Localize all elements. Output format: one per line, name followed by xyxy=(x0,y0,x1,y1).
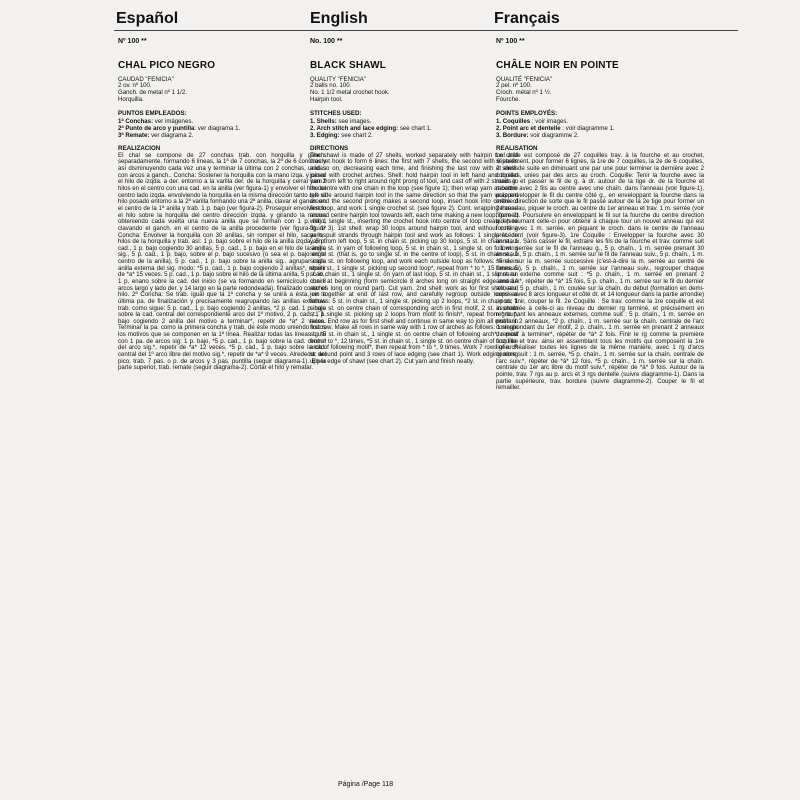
stitch-name: 3. Edging: xyxy=(310,132,340,140)
header-divider xyxy=(114,30,738,31)
material-item: QUALITÉ "FENICIA" xyxy=(496,75,553,83)
material-item: 2 pel. nº 100. xyxy=(496,82,532,90)
stitch-item xyxy=(118,132,326,139)
column-spanish xyxy=(118,38,326,372)
stitch-name: 2. Point arc et dentelle xyxy=(496,125,561,133)
stitches-heading: STITCHES USED: xyxy=(310,110,362,118)
material-item: CAUDAD "FENICIA" xyxy=(118,75,174,83)
material-item: 2 ov. nº 100. xyxy=(118,82,152,90)
column-english xyxy=(310,38,518,365)
stitch-name: 1. Coquilles xyxy=(496,118,531,126)
stitch-desc: see chart 2. xyxy=(339,132,373,140)
stitch-item xyxy=(310,125,518,132)
pattern-title: BLACK SHAWL xyxy=(310,59,387,71)
stitch-desc: : voir images. xyxy=(530,118,569,126)
stitch-desc: voir diagramme 2. xyxy=(528,132,579,140)
stitches-list xyxy=(118,118,326,139)
material-item: Hairpin tool. xyxy=(310,95,343,103)
stitch-desc: ver diagrama 2. xyxy=(149,132,194,140)
stitch-desc: : ver diagrama 1. xyxy=(194,125,241,133)
header-french: Français xyxy=(494,10,560,27)
stitch-item xyxy=(310,118,518,125)
stitches-list xyxy=(310,118,518,139)
material-item: Fourche. xyxy=(496,95,521,103)
materials-list xyxy=(118,77,326,104)
stitch-item xyxy=(496,125,704,132)
stitch-name: 2. Arch stitch and lace edging: xyxy=(310,125,399,133)
stitches-heading: POINTS EMPLOYÉS: xyxy=(496,110,558,118)
pattern-number: Nº 100 ** xyxy=(496,38,525,45)
section-heading: DIRECTIONS xyxy=(310,145,349,153)
materials-list xyxy=(496,77,704,104)
section-heading: REALISATION xyxy=(496,145,538,153)
stitch-desc: ver imágenes. xyxy=(153,118,194,126)
stitches-list xyxy=(496,118,704,139)
stitch-desc: : voir diagramme 1. xyxy=(560,125,615,133)
stitch-name: 1. Shells: xyxy=(310,118,337,126)
material-item: Croch. métal nº 1 ½. xyxy=(496,88,552,96)
stitch-desc: see images. xyxy=(336,118,372,126)
stitches-heading: PUNTOS EMPLEADOS: xyxy=(118,110,187,118)
materials-list xyxy=(310,77,518,104)
stitch-name: 1ª Conchas: xyxy=(118,118,154,126)
stitch-name: 3. Bordure: xyxy=(496,132,529,140)
stitch-name: 2ª Punto de arco y puntilla xyxy=(118,125,195,133)
instructions-text: El chal se compone de 27 conchas trab. con horquilla y ganch. separadamente, formando 6 líneas, la 1ª de 7 conchas, la 2ª de 6 conchas y así disminuyendo cada vez una y terminar la última con 2 conchas, unidas con arcos a ganch.. Concha: Sostener la horquilla con la mano izqa. y pasar el hilo de izqda. a der. entorno a la varilla der. de la horquilla y cerrar con 2 hilos en el centro con una cad. en la anilla (ver figura-1) y envolver el hilo del centro lado izqda. envolviendo la horquilla en la misma dirección tanto que el hilo posado entorno a la 2ª varilla formando una 2ª anilla, clavar el ganch. en el centro de la 1ª anilla y trab. 1 p. bajo (ver figura-2). Proseguir envolviendo el hilo sobre la horquilla del centro dirección izqda. y girando la misma obteniendo cada vuelta una nueva anilla que se forman con 1 p. bajo, clavando el ganch. en el centro de la anilla procedente (ver figura-3). 1ª Concha: Envolver la horquilla con 30 anillas, sin romper el hilo, sacar los hilos de la horquilla y trab. así: 1 p. bajo sobre el hilo de la anilla izqda., 5 p. cad., 1 p. bajo cogiendo 30 anillas, 5 p. cad., 1 p. bajo en el hilo de la anilla sig., 5 p. cad., 1 p. bajo, sobre el p. bajo sucesivo (o sea el p. bajo en el centro de la anilla), 5 p. cad., 1 p. bajo sobre la anilla sig.. agrupar cada anilla externa del sig. modo: *5 p. cad., 1 p. bajo cogiendo 2 anillas*, repetir de *a* 15 veces. 5 p. cad., 1 p. bajo sobre el hilo de la última anilla, 5 p. cad., 1 p. enano sobre la cad. del inicio (se va formando en semicírculo con 8 arcos largo y lado der. y 14 largo en la parte redondeada). finalizado cortar el hilo. 2ª Concha: Se trab. igual que la 1ª concha y se unirá a ésta, en la última pa. de finalización y precisamente reagrupando las anillas externas trab. como sigue: 5 p. cad., 1 p. bajo cogiendo 2 anillas, *2 p. cad. 1 p. bajo sobre la cad. central del correspondiente arco del 1º motivo, 2 p. cad., 1 p. bajo cogiendo 2 anilla del motivo a terminar*, repetir de *a* 2 veces. Terminar la pa. como la primera concha y trab. de éste modo uniendo todos los motivos que se componen en la 1ª línea. Realizar todas las líneas igual con 1 pa. de arcos sig: 1 p. bajo, *5 p. cad., 1 p. bajo sobre la cad. central del arco sig.*, repetir de *a* 12 veces. *5 p. cad., 1 p. bajo sobre la cad. central del 1º arco libre del motivo sig.*, repetir de *a* 9 veces. Alrededor del pico, trab. 7 pas. o p. de arcos y 3 pas. puntilla (seguir diagrama-1). En la parte superior, trab. remate (seguir diagrama-2). Cortar el hilo y rematar. xyxy=(118,151,326,372)
pattern-title: CHAL PICO NEGRO xyxy=(118,59,216,71)
stitch-desc: see chart 1. xyxy=(398,125,432,133)
material-item: Horquilla. xyxy=(118,95,144,103)
material-item: QUALITY "FENICIA" xyxy=(310,75,367,83)
stitch-item xyxy=(118,125,326,132)
stitch-name: 3ª Remate: xyxy=(118,132,150,140)
column-french xyxy=(496,38,704,392)
material-item: No. 1 1/2 metal crochet hook. xyxy=(310,88,390,96)
pattern-number: No. 100 ** xyxy=(310,38,343,45)
pattern-number: Nº 100 ** xyxy=(118,38,147,45)
material-item: 2 balls no. 100. xyxy=(310,82,352,90)
pattern-title: CHÂLE NOIR EN POINTE xyxy=(496,59,619,71)
section-heading: REALIZACION xyxy=(118,145,161,153)
stitch-item xyxy=(496,132,704,139)
instructions-text: The shawl is made of 27 shells, worked separately with hairpin tool and crochet hook to form 6 lines: the first with 7 shells, the second with 6 shells and so on, decreasing each time, and finishing the last row with 2 shells joined with crochet arches. Shell: hold hairpin tool in left hand and thread yarn from left to right around right prong of tool, and cast off with 2 strands in the centre with one chain in the loop (see figure 1); then wrap yarn at centre left side around hairpin tool in the same direction so that the yarn wrapped around the second prong makes a second loop, insert hook into centre of first loop, and work 1 single crochet st. (see figure 2). Cont. wrapping thread around centre hairpin tool towards left, each time making a new loop, formed with 1 single st., inserting the crochet hook into centre of loop created (see figure 3). 1st shell: wrap 30 loops around hairpin tool, and without cutting yarn, pull strands through hairpin tool and work as follows: 1 single st. on yarn from left loop, 5 st. in chain st. picking up 30 loops, 5 st. in chain st., 1 single st. in yarn of following loop, 5 st. in chain st., 1 single st. on following single st. (that is, go to single st. in the centre of loop), 5 st. in chain st., 1 single st. on following loop, and work each outside loop as follows: *5 st. in chain st., 1 single st. picking up second loop*, repeat from * to *, 15 times, 5 st. in chain st., 1 single st. on yarn of last loop, 5 st. in chain st., 1 slip st. on chain at beginning (form semicircle 8 arches long on straight edge and 14 arches long on round part). Cut yarn. 2nd shell: work as for first shell, and join together at end of last row, and carefully regroup outside loops as follows: 5 st. in chain st., 1 single st. picking up 2 loops, *2 st. in chain st., 1 single st. on centre chain of corresponding arch in first motif, 2 st. in chain st., 1 single st. picking up 2 loops from motif to finish*, repeat from * to *, twice. End row as for first shell and continue in same way to join all motifs in first row. Make all rows in same way with 1 row of arches as follows: 1 single st., *5 st. in chain st., 1 single st. on centre chain of following arch*, repeat from * to *, 12 times, *5 st. in chain st., 1 single st. on centre chain of first free arch of following motif*, then repeat from * to *, 9 times. Work 7 rows of arch st. around point and 3 rows of lace edging (see chart 1). Work edging along upper edge of shawl (see chart 2). Cut yarn and finish neatly. xyxy=(310,151,518,365)
stitch-item xyxy=(310,132,518,139)
stitch-item xyxy=(118,118,326,125)
page-footer: Página /Page 118 xyxy=(338,781,394,788)
material-item: Ganch. de metal nº 1 1/2. xyxy=(118,88,187,96)
stitch-item xyxy=(496,118,704,125)
header-spanish: Español xyxy=(116,10,179,27)
header-english: English xyxy=(310,10,368,27)
instructions-text: Le châle est composé de 27 coquilles trav. à la fourche et au crochet, séparément, pour former 6 lignes, la 1re de 7 coquilles, la 2e de 6 coquilles, et ainsi de suite en diminuant une par une pour terminer la dernière avec 2 coquilles, unies par des arcs au croch. Coquille: Tenir la fourche avec la main g. et passer le fil de g. à dr. autour de la tige dr. de la fourche et rabattre avec 2 fils au centre avec une chaîn. dans l'anneau (voir figure-1), puis envelopper le fil du centre côté g., en enveloppant la fourche dans la même direction de sorte que le fil passé autour de la 2e tige pour former un 2e anneau, piquer le croch. au centre du 1er anneau et trav. 1 m. serrée (voir figure-2). Poursuivre en enveloppant le fil sur la fourche du centre direction g. en tournant celle-ci pour obtenir à chaque tour un nouvel anneau qui est formé avec 1 m. serrée, en piquant le croch. dans le centre de l'anneau précédent (voir figure-3). 1re Coquille : Envelopper la fourche avec 30 anneaux. Sans casser le fil, extraire les fils de la fourche et trav. comme suit : 1 m. serrée sur le fil de l'anneau g., 5 p. chaîn., 1 m. serrée prenant 30 anneaux, 5 p. chaîn., 1 m. serrée sur le fil de l'anneau suiv., 5 p. chaîn., 1 m. serrée sur la m. serrée successive (c'est-à-dire la m. serrée au centre de l'anneau), 5 p. chaîn., 1 m. serrée sur l'anneau suiv., regrouper chaque anneau externe comme suit : *5 p. chaîn., 1 m. serrée en prenant 2 anneaux*, répéter de *à* 15 fois, 5 p. chaîn., 1 m. serrée sur le fil du dernier anneau, 5 p. chaîn., 1 m. coulée sur la chaîn. du début (formation en demi-cercle avec 8 arcs longueur et côté dr. et 14 longueur dans la partie arrondie) ; pour finir, couper le fil. 2e Coquille : Se trav. comme la 1re coquille et est assemblée à celle-ci au niveau du dernier rg terminé, et précisément en regroupant les anneaux externes, comme suit : 5 p. chaîn., 1 m. serrée en prenant 2 anneaux, *2 p. chaîn., 1 m. serrée sur la chaîn. centrale de l'arc correspondant du 1er motif, 2 p. chaîn., 1 m. serrée en prenant 2 anneaux du motif à terminer*, répéter de *à* 2 fois. Finir le rg comme la première coquille et trav. ainsi en assemblant tous les motifs qui composent la 1re ligne. Réaliser toutes les lignes de la même manière, avec 1 rg d'arcs comme suit : 1 m. serrée, *5 p. chaîn., 1 m. serrée sur la chaîn. centrale de l'arc suiv.*, répéter de *à* 12 fois, *5 p. chaîn., 1 m. serrée sur la chaîn. centrale du 1er arc libre du motif suiv.*, répéter de *à* 9 fois. Autour de la pointe, trav. 7 rgs au p. arcs et 3 rgs dentelle (suivre diagramme-1). Dans la partie supérieure, trav. bordure (suivre diagramme-2). Couper le fil et remailler. xyxy=(496,151,704,392)
